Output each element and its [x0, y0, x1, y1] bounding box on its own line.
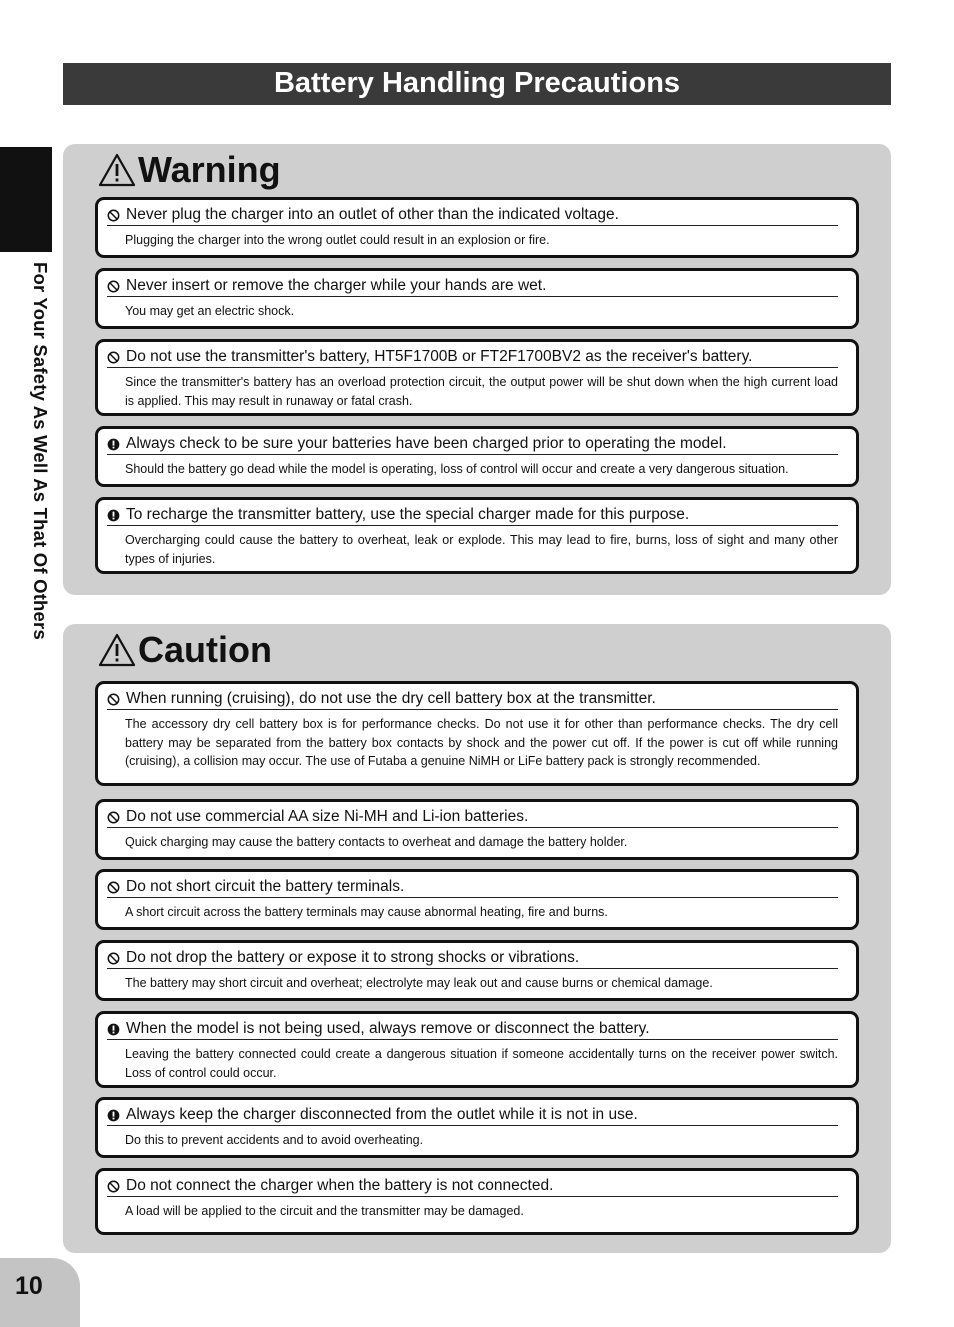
item-title: Do not connect the charger when the battery is not connected. — [107, 1176, 838, 1197]
item-body: The battery may short circuit and overheat; electrolyte may leak out and cause burns or chemical damage. — [125, 976, 713, 990]
caution-section — [63, 624, 891, 1253]
caution-item-7 — [95, 1168, 859, 1235]
caution-item-6 — [95, 1097, 859, 1158]
caution-heading-text: Caution — [138, 629, 272, 670]
item-title: Never plug the charger into an outlet of other than the indicated voltage. — [107, 205, 838, 226]
item-title: When the model is not being used, always remove or disconnect the battery. — [107, 1019, 838, 1040]
prohibited-icon — [107, 1180, 120, 1193]
page-title: Battery Handling Precautions — [63, 63, 891, 105]
mandatory-icon — [107, 509, 120, 522]
item-body: Should the battery go dead while the model is operating, loss of control will occur and create a very dangerous situation. — [125, 462, 789, 476]
item-body: Quick charging may cause the battery contacts to overheat and damage the battery holder. — [125, 835, 628, 849]
item-body: You may get an electric shock. — [125, 304, 295, 318]
side-tab-marker — [0, 147, 52, 252]
caution-triangle-icon — [98, 633, 136, 667]
prohibited-icon — [107, 351, 120, 364]
item-body: Overcharging could cause the battery to overheat, leak or explode. This may lead to fire, burns, loss of sight and many other types of injuries. — [125, 533, 838, 566]
warning-item-2 — [95, 268, 859, 329]
item-body: A load will be applied to the circuit and the transmitter may be damaged. — [125, 1204, 524, 1218]
item-title: Do not use the transmitter's battery, HT5F1700B or FT2F1700BV2 as the receiver's battery. — [107, 347, 838, 368]
warning-item-1 — [95, 197, 859, 258]
warning-triangle-icon — [98, 153, 136, 187]
caution-item-5 — [95, 1011, 859, 1088]
warning-section — [63, 144, 891, 595]
prohibited-icon — [107, 209, 120, 222]
warning-item-4 — [95, 426, 859, 487]
item-title: Do not use commercial AA size Ni-MH and Li-ion batteries. — [107, 807, 838, 828]
mandatory-icon — [107, 1109, 120, 1122]
item-title: Do not drop the battery or expose it to strong shocks or vibrations. — [107, 948, 838, 969]
item-title: Never insert or remove the charger while your hands are wet. — [107, 276, 838, 297]
prohibited-icon — [107, 881, 120, 894]
warning-item-5 — [95, 497, 859, 574]
prohibited-icon — [107, 280, 120, 293]
page-number: 10 — [15, 1272, 43, 1300]
prohibited-icon — [107, 693, 120, 706]
mandatory-icon — [107, 1023, 120, 1036]
item-body: The accessory dry cell battery box is for performance checks. Do not use it for other than performance checks. The dry cell battery may be separated from the battery box contacts by shock and the power cut off. If the power is cut off while running (cruising), a collision may occur. The use of Futaba a genuine NiMH or LiFe battery pack is strongly recommended. — [125, 717, 838, 768]
item-title: Always keep the charger disconnected from the outlet while it is not in use. — [107, 1105, 838, 1126]
caution-item-2 — [95, 799, 859, 860]
item-title: To recharge the transmitter battery, use the special charger made for this purpose. — [107, 505, 838, 526]
mandatory-icon — [107, 438, 120, 451]
warning-heading — [98, 148, 281, 192]
warning-item-3 — [95, 339, 859, 416]
side-label-text: For Your Safety As Well As That Of Others — [30, 262, 51, 640]
caution-item-3 — [95, 869, 859, 930]
prohibited-icon — [107, 952, 120, 965]
side-label — [23, 262, 63, 692]
item-title: Do not short circuit the battery terminals. — [107, 877, 838, 898]
warning-heading-text: Warning — [138, 149, 281, 190]
item-body: Leaving the battery connected could create a dangerous situation if someone accidentally turns on the receiver power switch. Loss of control could occur. — [125, 1047, 838, 1080]
caution-heading — [98, 628, 272, 672]
prohibited-icon — [107, 811, 120, 824]
item-body: Do this to prevent accidents and to avoid overheating. — [125, 1133, 424, 1147]
caution-item-1 — [95, 681, 859, 786]
item-body: Since the transmitter's battery has an overload protection circuit, the output power will be shut down when the high current load is applied. This may result in runaway or fatal crash. — [125, 375, 838, 408]
item-title: Always check to be sure your batteries have been charged prior to operating the model. — [107, 434, 838, 455]
item-body: A short circuit across the battery terminals may cause abnormal heating, fire and burns. — [125, 905, 608, 919]
item-title: When running (cruising), do not use the dry cell battery box at the transmitter. — [107, 689, 838, 710]
item-body: Plugging the charger into the wrong outlet could result in an explosion or fire. — [125, 233, 550, 247]
caution-item-4 — [95, 940, 859, 1001]
